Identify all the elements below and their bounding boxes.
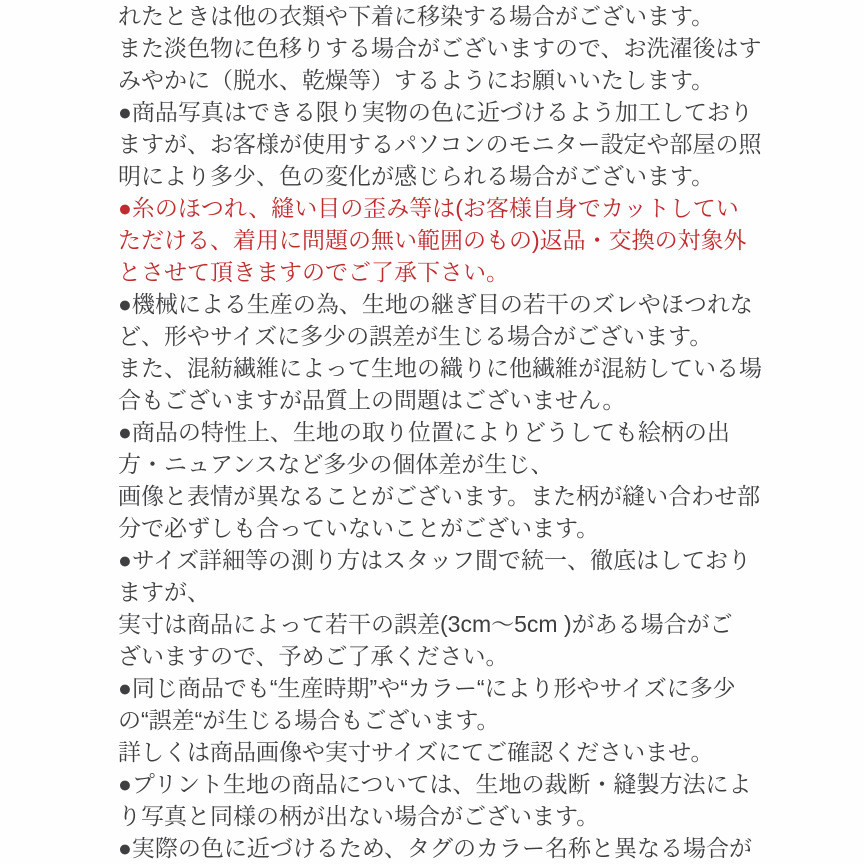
text-line: また淡色物に色移りする場合がございますので、お洗濯後はす <box>118 35 762 61</box>
text-line: ただける、着用に問題の無い範囲のもの)返品・交換の対象外 <box>118 227 747 253</box>
text-line: 方・ニュアンスなど多少の個体差が生じ、 <box>118 451 554 477</box>
text-line: ●実際の色に近づけるため、タグのカラー名称と異なる場合が <box>118 835 752 861</box>
text-line: ●機械による生産の為、生地の継ぎ目の若干のズレやほつれな <box>118 291 753 317</box>
text-line: の“誤差“が生じる場合もございます。 <box>118 707 500 733</box>
text-line: とさせて頂きますのでご了承下さい。 <box>118 259 509 285</box>
text-line: ●プリント生地の商品については、生地の裁断・縫製方法によ <box>118 771 752 797</box>
text-line: 実寸は商品によって若干の誤差(3cm〜5cm )がある場合がご <box>118 611 733 637</box>
text-line: ●糸のほつれ、縫い目の歪み等は(お客様自身でカットしてい <box>118 195 739 221</box>
text-line: ますが、お客様が使用するパソコンのモニター設定や部屋の照 <box>118 131 762 157</box>
text-line: ざいますので、予めご了承ください。 <box>118 643 509 669</box>
text-line: また、混紡繊維によって生地の織りに他繊維が混紡している場 <box>118 355 762 381</box>
text-line: 画像と表情が異なることがございます。また柄が縫い合わせ部 <box>118 483 761 509</box>
text-line: ●商品の特性上、生地の取り位置によりどうしても絵柄の出 <box>118 419 730 445</box>
text-line: り写真と同様の柄が出ない場合がございます。 <box>118 803 600 829</box>
text-line: 合もございますが品質上の問題はございません。 <box>118 387 626 413</box>
text-line: れたときは他の衣類や下着に移染する場合がございます。 <box>118 3 715 29</box>
text-line: ど、形やサイズに多少の誤差が生じる場合がございます。 <box>118 323 713 349</box>
text-line: 明により多少、色の変化が感じられる場合がございます。 <box>118 163 715 189</box>
text-line: ●商品写真はできる限り実物の色に近づけるよう加工しており <box>118 99 753 125</box>
text-line: 詳しくは商品画像や実寸サイズにてご確認くださいませ。 <box>118 739 714 765</box>
product-notes-text-block <box>118 0 786 864</box>
text-line: 分で必ずしも合っていないことがございます。 <box>118 515 600 541</box>
text-line: ますが、 <box>118 579 210 605</box>
text-line: ●サイズ詳細等の測り方はスタッフ間で統一、徹底はしており <box>118 547 752 573</box>
text-line: ●同じ商品でも“生産時期”や“カラー“により形やサイズに多少 <box>118 675 736 701</box>
text-line: みやかに（脱水、乾燥等）するようにお願いいたします。 <box>118 67 715 93</box>
